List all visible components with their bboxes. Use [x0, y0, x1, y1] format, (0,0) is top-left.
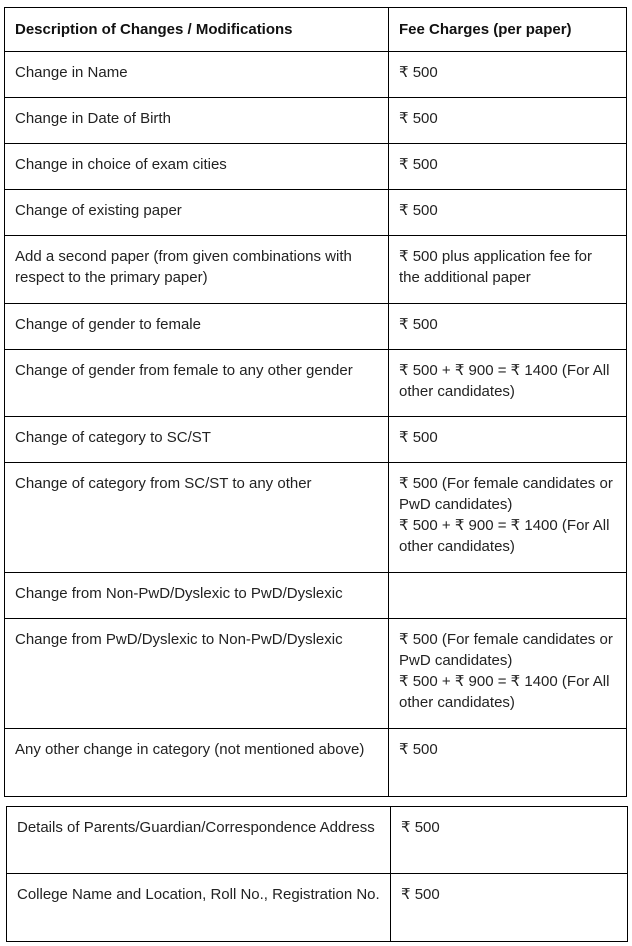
table-row [5, 417, 627, 463]
fee-cell: ₹ 500 plus application fee for the additional paper [389, 236, 627, 304]
description-cell: Details of Parents/Guardian/Correspondence Address [7, 807, 391, 874]
table-row [5, 236, 627, 304]
description-cell: College Name and Location, Roll No., Registration No. [7, 874, 391, 942]
fee-table-main [4, 7, 627, 797]
fee-cell: ₹ 500 [389, 98, 627, 144]
description-cell: Change of gender to female [5, 304, 389, 350]
table-row [5, 144, 627, 190]
description-cell: Change in Date of Birth [5, 98, 389, 144]
table-row [5, 190, 627, 236]
fee-cell: ₹ 500 (For female candidates or PwD candidates) ₹ 500 + ₹ 900 = ₹ 1400 (For All other candidates) [389, 463, 627, 573]
description-cell: Any other change in category (not mentioned above) [5, 729, 389, 797]
table-row [5, 463, 627, 573]
table-row [7, 807, 628, 874]
column-header-fee: Fee Charges (per paper) [389, 8, 627, 52]
fee-cell: ₹ 500 [389, 304, 627, 350]
table-row [5, 573, 627, 619]
fee-cell: ₹ 500 [391, 807, 628, 874]
table-header-row [5, 8, 627, 52]
table-row [5, 729, 627, 797]
fee-cell [389, 573, 627, 619]
table-row [5, 619, 627, 729]
fee-cell: ₹ 500 [391, 874, 628, 942]
description-cell: Change of category to SC/ST [5, 417, 389, 463]
fee-cell: ₹ 500 [389, 729, 627, 797]
description-cell: Add a second paper (from given combinations with respect to the primary paper) [5, 236, 389, 304]
description-cell: Change in Name [5, 52, 389, 98]
fee-cell: ₹ 500 [389, 144, 627, 190]
table-row [5, 304, 627, 350]
column-header-description: Description of Changes / Modifications [5, 8, 389, 52]
table-row [7, 874, 628, 942]
fee-cell: ₹ 500 + ₹ 900 = ₹ 1400 (For All other candidates) [389, 350, 627, 417]
table-row [5, 98, 627, 144]
fee-cell: ₹ 500 [389, 417, 627, 463]
description-cell: Change from PwD/Dyslexic to Non-PwD/Dyslexic [5, 619, 389, 729]
fee-cell: ₹ 500 [389, 190, 627, 236]
table-row [5, 350, 627, 417]
description-cell: Change from Non-PwD/Dyslexic to PwD/Dyslexic [5, 573, 389, 619]
description-cell: Change of category from SC/ST to any other [5, 463, 389, 573]
table-row [5, 52, 627, 98]
description-cell: Change of gender from female to any other gender [5, 350, 389, 417]
fee-cell: ₹ 500 [389, 52, 627, 98]
fee-cell: ₹ 500 (For female candidates or PwD candidates) ₹ 500 + ₹ 900 = ₹ 1400 (For All other candidates) [389, 619, 627, 729]
fee-table-additional [6, 806, 628, 942]
description-cell: Change in choice of exam cities [5, 144, 389, 190]
description-cell: Change of existing paper [5, 190, 389, 236]
